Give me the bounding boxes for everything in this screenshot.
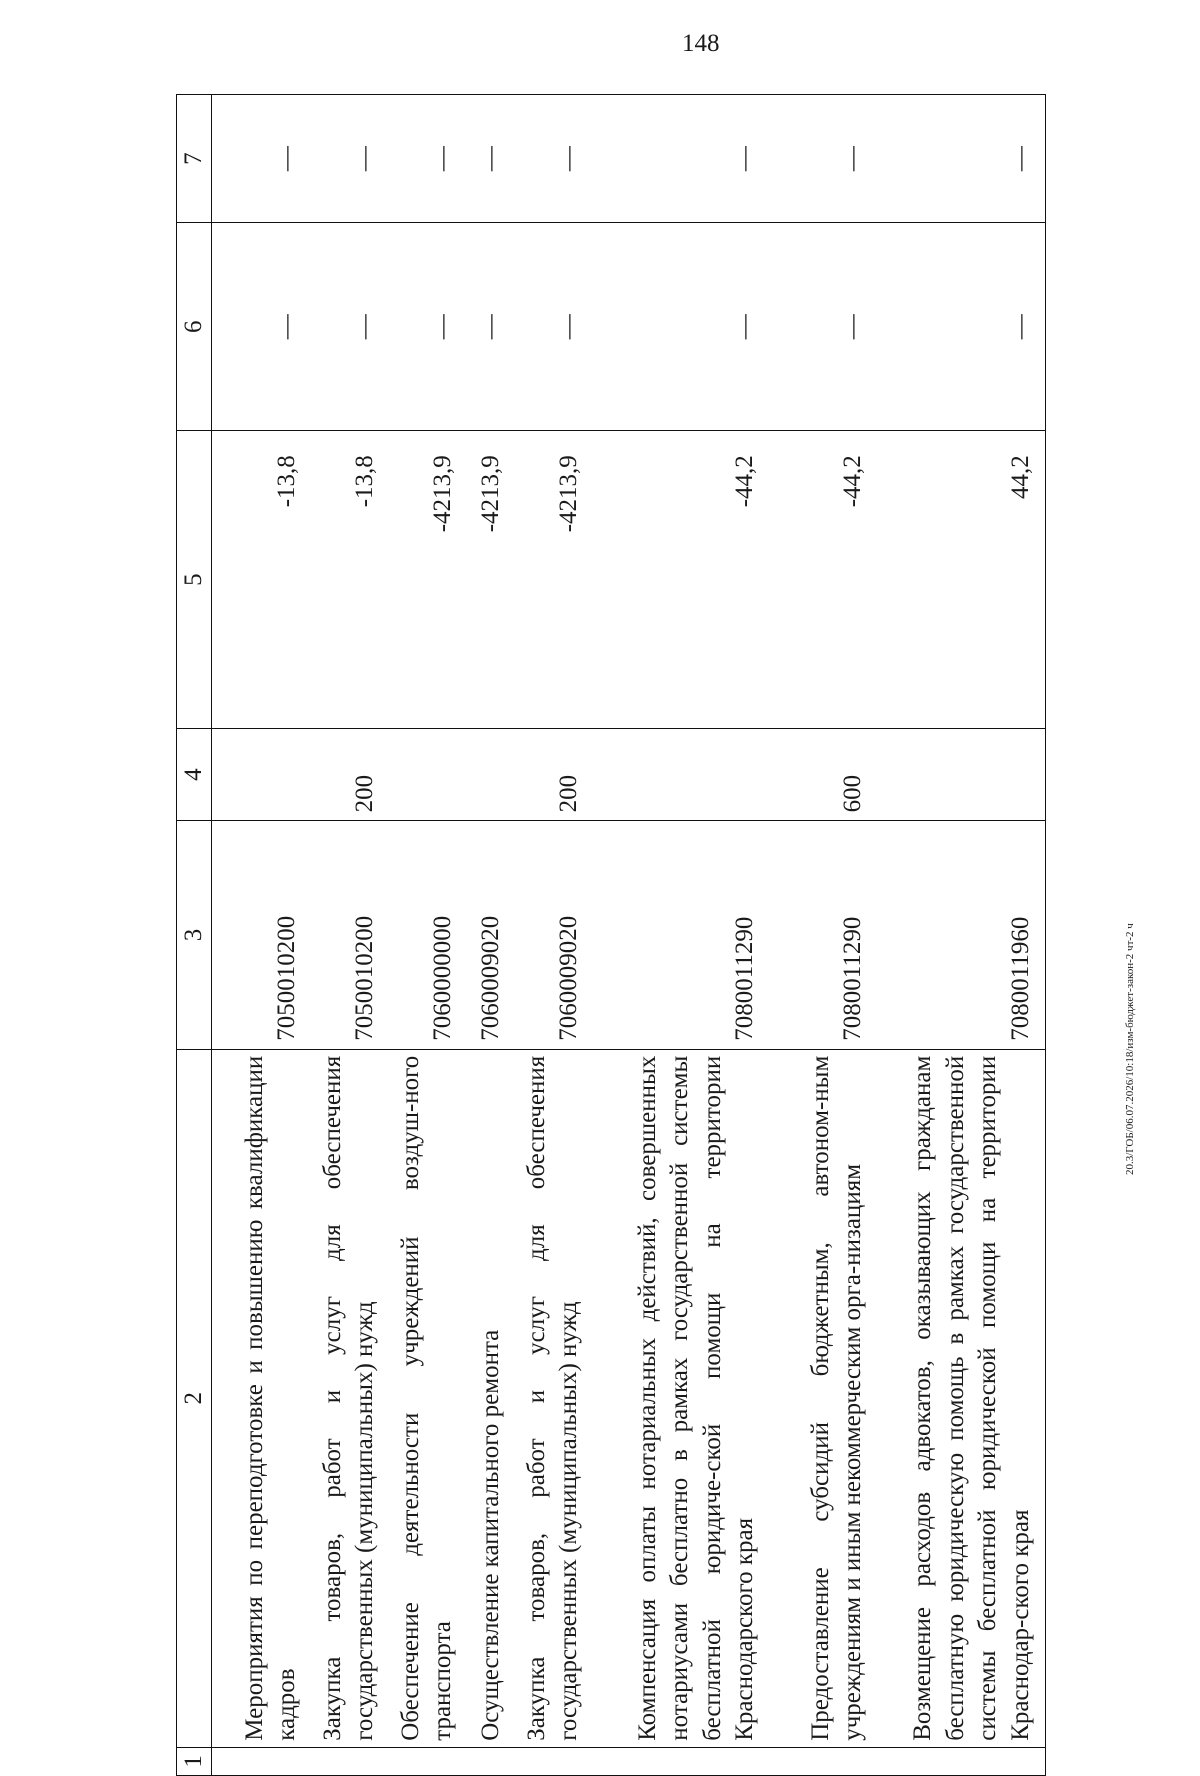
footer-code <box>1124 923 1136 1176</box>
table-row <box>516 95 594 1776</box>
cell-code: 7060009020 <box>516 821 594 1049</box>
budget-table <box>176 94 1046 1776</box>
table-row <box>878 95 1046 1776</box>
col-header-1: 1 <box>177 1747 212 1775</box>
cell-amount: -4213,9 <box>468 431 516 729</box>
cell-amount: -13,8 <box>312 431 390 729</box>
col-header-7: 7 <box>177 95 212 223</box>
cell-name: Обеспечение деятельности учреждений воздуш-ного транспорта <box>390 1049 468 1747</box>
cell-col7: — <box>878 95 1046 223</box>
cell-col1 <box>516 1747 594 1775</box>
cell-col4: 200 <box>312 728 390 820</box>
cell-col1 <box>594 1747 770 1775</box>
cell-amount: -44,2 <box>594 431 770 729</box>
cell-name: Возмещение расходов адвокатов, оказывающих гражданам бесплатную юридическую помощь в рамках государственной системы бесплатной юридической помощи на территории Краснодар-ского края <box>878 1049 1046 1747</box>
cell-name: Осуществление капитального ремонта <box>468 1049 516 1747</box>
cell-col7: — <box>770 95 878 223</box>
budget-table-rotated <box>176 94 1076 1776</box>
cell-col6: — <box>878 223 1046 431</box>
cell-code: 7050010200 <box>312 821 390 1049</box>
cell-code: 7080011960 <box>878 821 1046 1049</box>
table-row <box>312 95 390 1776</box>
cell-col4 <box>878 728 1046 820</box>
cell-col7: — <box>312 95 390 223</box>
table-row <box>212 95 312 1776</box>
table-row <box>390 95 468 1776</box>
cell-col7: — <box>212 95 312 223</box>
col-header-5: 5 <box>177 431 212 729</box>
cell-col4 <box>468 728 516 820</box>
cell-col6: — <box>468 223 516 431</box>
cell-col7: — <box>468 95 516 223</box>
cell-name: Компенсация оплаты нотариальных действий, совершенных нотариусами бесплатно в рамках государственной системы бесплатной юридиче-ской помощи на территории Краснодарского края <box>594 1049 770 1747</box>
cell-code: 7080011290 <box>770 821 878 1049</box>
table-row <box>468 95 516 1776</box>
cell-name: Закупка товаров, работ и услуг для обеспечения государственных (муниципальных) нужд <box>516 1049 594 1747</box>
cell-col1 <box>312 1747 390 1775</box>
col-header-2: 2 <box>177 1049 212 1747</box>
table-row <box>594 95 770 1776</box>
table-row <box>770 95 878 1776</box>
cell-name: Мероприятия по переподготовке и повышению квалификации кадров <box>212 1049 312 1747</box>
cell-amount: -13,8 <box>212 431 312 729</box>
cell-name: Предоставление субсидий бюджетным, автоном-ным учреждениям и иным некоммерческим орга-низациям <box>770 1049 878 1747</box>
cell-amount: -44,2 <box>770 431 878 729</box>
cell-col6: — <box>594 223 770 431</box>
col-header-4: 4 <box>177 728 212 820</box>
cell-col6: — <box>212 223 312 431</box>
cell-amount: 44,2 <box>878 431 1046 729</box>
cell-col4 <box>390 728 468 820</box>
cell-col1 <box>390 1747 468 1775</box>
cell-col7: — <box>390 95 468 223</box>
cell-col6: — <box>390 223 468 431</box>
cell-col6: — <box>516 223 594 431</box>
cell-col1 <box>770 1747 878 1775</box>
cell-code: 7060000000 <box>390 821 468 1049</box>
cell-col6: — <box>770 223 878 431</box>
cell-col1 <box>212 1747 312 1775</box>
cell-col1 <box>878 1747 1046 1775</box>
cell-code: 7050010200 <box>212 821 312 1049</box>
cell-col4: 200 <box>516 728 594 820</box>
cell-code: 7060009020 <box>468 821 516 1049</box>
cell-col4 <box>212 728 312 820</box>
cell-col1 <box>468 1747 516 1775</box>
cell-name: Закупка товаров, работ и услуг для обеспечения государственных (муниципальных) нужд <box>312 1049 390 1747</box>
cell-amount: -4213,9 <box>390 431 468 729</box>
cell-col4 <box>594 728 770 820</box>
cell-col7: — <box>594 95 770 223</box>
footer-code-text: 20.3/ГОБ/06.07.2026/10:18/изм-бюджет-закон-2 чт-2 ч <box>1124 923 1136 1175</box>
col-header-3: 3 <box>177 821 212 1049</box>
cell-amount: -4213,9 <box>516 431 594 729</box>
col-header-6: 6 <box>177 223 212 431</box>
cell-code: 7080011290 <box>594 821 770 1049</box>
cell-col6: — <box>312 223 390 431</box>
cell-col7: — <box>516 95 594 223</box>
cell-col4: 600 <box>770 728 878 820</box>
table-header-row <box>177 95 212 1776</box>
page-number: 148 <box>682 30 720 57</box>
